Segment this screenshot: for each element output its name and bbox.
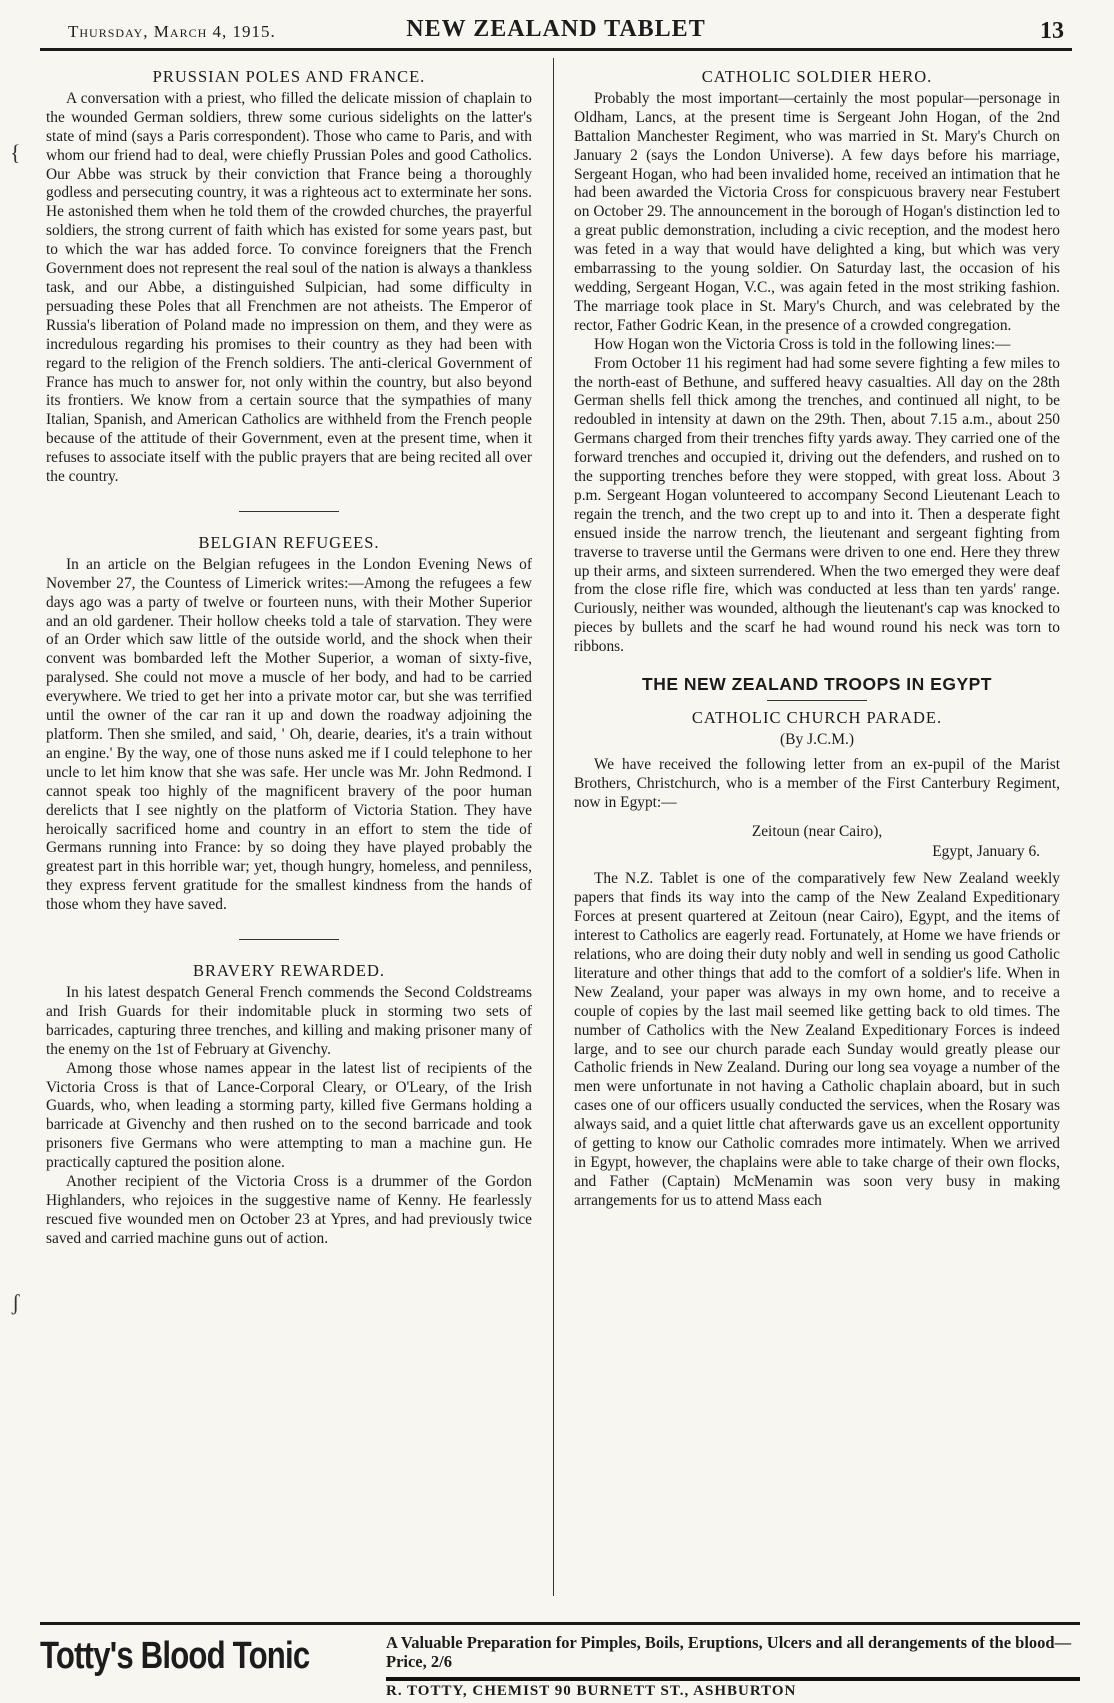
article-intro: We have received the following letter from an ex-pupil of the Marist Brothers, Christchurch, who is a member of the First Canterbury Regiment, now in Egypt:— <box>574 755 1060 811</box>
margin-tick-mark: ʃ <box>12 1290 20 1315</box>
article-paragraph: In an article on the Belgian refugees in the London Evening News of November 27, the Countess of Limerick writes:—Among the refugees a few days ago was a party of twelve or fourteen nuns, with their Mother Superior and an old gardener. Their hollow cheeks told a tale of starvation. They were of an Order which saw little of the outside world, and the shock when their convent was bombarded left the Mother Superior, a woman of sixty-five, paralysed. She could not move a muscle of her body, and had to be carried everywhere. We tried to get her into a private motor car, but she was terrified until the owner of the car ran it up and down the roadway adjoining the platform. Then she smiled, and said, ' Oh, dearie, dearies, it's a train without an engine.' By the way, one of those nuns asked me if I could telephone to her uncle to let him know that she was safe. Her uncle was Mr. John Redmond. I cannot speak too highly of the magnificent bravery of the poor human derelicts that I see nightly on the platform of Victoria Station. They have heroically sacrificed home and country in an effort to stem the tide of Germans running into France: by so doing they have played probably the greatest part in this horrible war; yet, though hungry, homeless, and penniless, they express fervent gratitude for the smallest kindness from the hands of those whom they have saved. <box>46 555 532 914</box>
article-belgian-refugees <box>46 534 532 915</box>
article-paragraph: The N.Z. Tablet is one of the comparatively few New Zealand weekly papers that finds its way into the camp of the New Zealand Expeditionary Forces at present quartered at Zeitoun (near Cairo), Egypt, and the items of interest to Catholics are eagerly read. Fortunately, at Home we have friends or relations, who are doing their duty nobly and well in sending us good Catholic literature and other things that add to the comfort of a soldier's life. When in New Zealand, your paper was always in my own home, and to receive a couple of copies by the last mail seemed like getting back to old times. The number of Catholics with the New Zealand Expeditionary Forces is indeed large, and to see our church parade each Sunday would greatly please our Catholic friends in New Zealand. During our long sea voyage a number of the men were unfortunate in not having a Catholic chaplain aboard, but in such cases one of our officers usually conducted the services, when the Rosary was always said, and a quiet little chat afterwards gave us an excellent opportunity of getting to know our Catholic comrades more intimately. When we arrived in Egypt, however, the chaplains were able to take charge of their own flocks, and Father (Captain) McMenamin was soon very busy in making arrangements for us to attend Mass each <box>574 870 1060 1209</box>
article-heading: THE NEW ZEALAND TROOPS IN EGYPT <box>642 674 992 695</box>
issue-date: Thursday, March 4, 1915. <box>68 22 276 41</box>
article-paragraph: A conversation with a priest, who filled the delicate mission of chaplain to the wounded German soldiers, threw some curious sidelights on the latter's state of mind (says a Paris correspondent). Those who came to Paris, and with whom our friend had to deal, were chiefly Prussian Poles and good Catholics. Our Abbe was struck by their conviction that France being a thoroughly godless and persecuting country, it was a righteous act to exterminate her sons. He astonished them when he told them of the crowded churches, the prayerful soldiers, the strong current of faith which has existed for some years past, but to which the war has added force. To convince foreigners that the French Government does not represent the real soul of the nation is always a thankless task, and our Abbe, a distinguished Sulpician, had some difficulty in persuading these Poles that all Frenchmen are not atheists. The Emperor of Russia's liberation of Poland made no impression on them, and they were as incredulous regarding his promises to their country as they had been with regard to the religion of the French soldiers. The anti-clerical Government of France has much to answer for, not only within the country, but also beyond its frontiers. We know from a certain source that the sympathies of many Italian, Spanish, and American Catholics are withheld from the French people because of the attitude of their Government, even at the present time, when it refuses to associate itself with the public prayers that are being recited all over the country. <box>46 89 532 486</box>
article-heading: BRAVERY REWARDED. <box>192 961 386 981</box>
page-number: 13 <box>1040 18 1064 44</box>
letter-address-line-1: Zeitoun (near Cairo), <box>751 822 883 840</box>
advert-brand: Totty's Blood Tonic <box>40 1635 310 1677</box>
right-column <box>574 64 1060 1211</box>
article-paragraph: Among those whose names appear in the latest list of recipients of the Victoria Cross is that of Lance-Corporal Cleary, or O'Leary, of the Irish Guards, who, when leading a storming party, killed five Germans holding a barricade at Givenchy and then rushed on to the second barricade and took prisoners five Germans who were attempting to man a machine gun. He practically captured the position alone. <box>46 1059 532 1172</box>
left-column <box>46 64 532 1249</box>
article-paragraph: In his latest despatch General French commends the Second Coldstreams and Irish Guards for their indomitable pluck in storming two sets of barricades, capturing three trenches, and killing and making prisoner many of the enemy on the 1st of February at Givenchy. <box>46 983 532 1058</box>
article-paragraph: Probably the most important—certainly the most popular—personage in Oldham, Lancs, at the present time is Sergeant John Hogan, of the 2nd Battalion Manchester Regiment, who was married in St. Mary's Church on January 2 (says the London Universe). A few days before his marriage, Sergeant Hogan, who had been invalided home, received an intimation that he had been awarded the Victoria Cross for conspicuous bravery near Festubert on October 29. The announcement in the borough of Hogan's distinction led to a great public demonstration, including a civic reception, and the modest hero was feted in a way that would have delighted a king, but which was very embarrassing to the young soldier. On Saturday last, the occasion of his wedding, Sergeant Hogan, V.C., was again feted in the most striking fashion. The marriage took place in St. Mary's Church, and was celebrated by the rector, Father Godric Kean, in the presence of a crowded congregation. <box>574 89 1060 334</box>
article-prussian-poles <box>46 68 532 487</box>
section-divider <box>767 700 867 701</box>
margin-bracket-mark: { <box>10 140 21 165</box>
column-divider <box>553 58 554 1596</box>
article-paragraph: How Hogan won the Victoria Cross is told in the following lines:— <box>594 335 1011 353</box>
masthead <box>40 14 1072 51</box>
article-paragraph: Another recipient of the Victoria Cross is a drummer of the Gordon Highlanders, who rejoices in the suggestive name of Kenny. He fearlessly rescued five wounded men on October 23 at Ypres, and had previously twice saved and carried machine guns out of action. <box>46 1173 532 1247</box>
spacer <box>574 657 1060 667</box>
letter-address-line-2: Egypt, January 6. <box>932 843 1040 861</box>
advert-address: R. TOTTY, CHEMIST 90 BURNETT ST., ASHBURTON <box>386 1677 1080 1700</box>
article-subheading: CATHOLIC CHURCH PARADE. <box>691 708 943 727</box>
newspaper-title: NEW ZEALAND TABLET <box>406 16 706 42</box>
article-byline: (By J.C.M.) <box>779 730 855 748</box>
article-heading: BELGIAN REFUGEES. <box>198 532 380 552</box>
article-heading: CATHOLIC SOLDIER HERO. <box>701 67 933 86</box>
advertisement <box>40 1622 1080 1703</box>
section-divider <box>239 939 339 940</box>
article-catholic-soldier-hero <box>574 68 1060 657</box>
advert-description: A Valuable Preparation for Pimples, Boils, Eruptions, Ulcers and all derangements of the blood—Price, 2/6 <box>386 1633 1072 1671</box>
article-paragraph: From October 11 his regiment had had some severe fighting a few miles to the north-east of Bethune, and suffered heavy casualties. All day on the 28th German shells fell thick among the trenches, and continued all night, to be redoubled in intensity at dawn on the 29th. Then, about 7.15 a.m., about 250 Germans charged from their trenches fifty yards away. They carried one of the forward trenches and occupied it, driving out the defenders, and rushed on to the supporting trenches before they were stopped, with great loss. About 3 p.m. Sergeant Hogan volunteered to accompany Second Lieutenant Leach to regain the trench, and the two crept up to and into it. Then a desperate fight ensued inside the narrow trench, the lieutenant and sergeant fighting from traverse to traverse until the Germans were driven to one end. Here they threw up their arms, and sixteen surrendered. When the two emerged they were deaf from the close rifle fire, which was conducted at less than ten yards' range. Curiously, neither was wounded, although the lieutenant's cap was knocked to pieces by bullets and the scarf he had wound round his neck was torn to ribbons. <box>574 354 1060 656</box>
article-heading: PRUSSIAN POLES AND FRANCE. <box>152 67 426 86</box>
section-divider <box>239 511 339 512</box>
article-nz-troops-egypt <box>574 675 1060 1211</box>
article-bravery-rewarded <box>46 962 532 1249</box>
